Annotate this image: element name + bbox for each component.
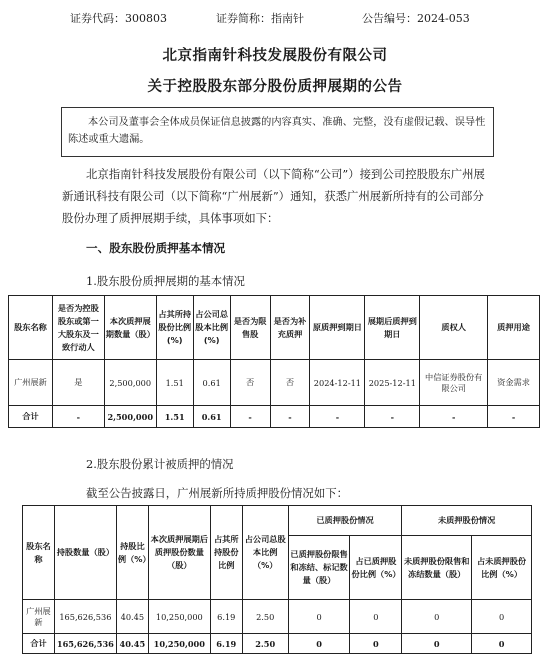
- table2-header-cell: 股东名称: [23, 506, 55, 600]
- table1-header-cell: 占公司总股本比例(%): [193, 296, 230, 360]
- table1-header-cell: 股东名称: [9, 296, 53, 360]
- table1-header-cell: 是否为补充质押: [270, 296, 310, 360]
- table1-header-cell: 本次质押展期数量（股）: [104, 296, 156, 360]
- table2-cell: 广州展新: [23, 600, 55, 634]
- table1-cell: 否: [270, 360, 310, 406]
- table2-total-cell: 0: [350, 634, 402, 654]
- company-title: 北京指南针科技发展股份有限公司: [162, 48, 388, 64]
- table2-header-cell: 占未质押股份比例（%）: [472, 536, 532, 600]
- pledge-extension-table: [8, 295, 540, 428]
- table1-total-cell: 2,500,000: [104, 406, 156, 428]
- table1-total-cell: -: [420, 406, 488, 428]
- table1-cell: 2025-12-11: [365, 360, 420, 406]
- section1-sub2-intro: 截至公告披露日，广州展新所持质押股份情况如下：: [86, 486, 348, 500]
- table1-cell: 是: [52, 360, 104, 406]
- table1-cell: 资金需求: [488, 360, 540, 406]
- table2-header-cell: 占公司总股本比例（%）: [242, 506, 288, 600]
- table-total-row: [23, 634, 532, 654]
- table2-cell: 0: [402, 600, 472, 634]
- table1-cell: 0.61: [193, 360, 230, 406]
- cumulative-pledge-table: [22, 505, 532, 654]
- table2-cell: 10,250,000: [148, 600, 210, 634]
- table2-header-cell: 占已质押股份比例（%）: [350, 536, 402, 600]
- table2-header-cell: 持股比例（%）: [116, 506, 148, 600]
- stock-abbreviation: 证券简称：指南针: [216, 12, 304, 25]
- table2-total-cell: 0: [402, 634, 472, 654]
- table2-header-cell: 本次质押展期后质押股份数量（股）: [148, 506, 210, 600]
- table2-cell: 0: [472, 600, 532, 634]
- stock-code: 证券代码：300803: [70, 12, 167, 25]
- table1-cell: 2,500,000: [104, 360, 156, 406]
- table-row: [9, 360, 540, 406]
- table1-cell: 中信证券股份有限公司: [420, 360, 488, 406]
- table2-total-cell: 6.19: [210, 634, 242, 654]
- table2-header-cell: 已质押股份限售和冻结、标记数量（股）: [288, 536, 350, 600]
- table2-group-header: 未质押股份情况: [402, 506, 532, 536]
- table2-cell: 0: [350, 600, 402, 634]
- table1-header-row: [9, 296, 540, 360]
- announcement-header: [0, 8, 550, 28]
- table1-header-cell: 原质押到期日: [310, 296, 365, 360]
- table1-total-cell: 1.51: [156, 406, 193, 428]
- table1-total-cell: -: [488, 406, 540, 428]
- table2-group-header: 已质押股份情况: [288, 506, 402, 536]
- table2-header-cell: 持股数量（股）: [54, 506, 116, 600]
- table2-cell: 6.19: [210, 600, 242, 634]
- table1-cell: 广州展新: [9, 360, 53, 406]
- section1-heading: 一、股东股份质押基本情况: [86, 241, 226, 255]
- table2-total-cell: 0: [288, 634, 350, 654]
- announcement-number: 公告编号：2024-053: [362, 12, 470, 25]
- table1-header-cell: 是否为限售股: [230, 296, 270, 360]
- table1-cell: 否: [230, 360, 270, 406]
- table1-total-cell: -: [230, 406, 270, 428]
- table1-total-cell: 合计: [9, 406, 53, 428]
- board-notice-box: 本公司及董事会全体成员保证信息披露的内容真实、准确、完整，没有虚假记载、误导性陈述或重大遗漏。: [61, 107, 494, 157]
- table1-header-cell: 占其所持股份比例(%): [156, 296, 193, 360]
- intro-paragraph: 北京指南针科技发展股份有限公司（以下简称“公司”）接到公司控股股东广州展新通讯科技有限公司（以下简称“广州展新”）通知，获悉广州展新所持有的公司部分股份办理了质押展期手续，具体事项如下：: [62, 167, 485, 225]
- announcement-title: 关于控股股东部分股份质押展期的公告: [147, 79, 403, 95]
- table2-header-cell: 未质押股份限售和冻结数量（股）: [402, 536, 472, 600]
- table2-cell: 0: [288, 600, 350, 634]
- table1-header-cell: 质权人: [420, 296, 488, 360]
- table2-cell: 40.45: [116, 600, 148, 634]
- table1-cell: 1.51: [156, 360, 193, 406]
- table2-total-cell: 165,626,536: [54, 634, 116, 654]
- table-row: [23, 600, 532, 634]
- table1-total-cell: 0.61: [193, 406, 230, 428]
- section1-sub2-title: 2.股东股份累计被质押的情况: [86, 457, 234, 471]
- table-total-row: [9, 406, 540, 428]
- table2-header-row: [23, 506, 532, 536]
- table1-total-cell: -: [365, 406, 420, 428]
- table2-total-cell: 合计: [23, 634, 55, 654]
- table2-total-cell: 10,250,000: [148, 634, 210, 654]
- table2-total-cell: 0: [472, 634, 532, 654]
- table2-header-cell: 占其所持股份比例: [210, 506, 242, 600]
- table1-cell: 2024-12-11: [310, 360, 365, 406]
- table2-cell: 2.50: [242, 600, 288, 634]
- table1-total-cell: -: [270, 406, 310, 428]
- table2-total-cell: 40.45: [116, 634, 148, 654]
- table1-header-cell: 展期后质押到期日: [365, 296, 420, 360]
- section1-sub1-title: 1.股东股份质押展期的基本情况: [86, 274, 245, 288]
- table1-header-cell: 质押用途: [488, 296, 540, 360]
- table1-total-cell: -: [310, 406, 365, 428]
- table1-total-cell: -: [52, 406, 104, 428]
- table2-cell: 165,626,536: [54, 600, 116, 634]
- table2-total-cell: 2.50: [242, 634, 288, 654]
- table1-header-cell: 是否为控股股东或第一大股东及一致行动人: [52, 296, 104, 360]
